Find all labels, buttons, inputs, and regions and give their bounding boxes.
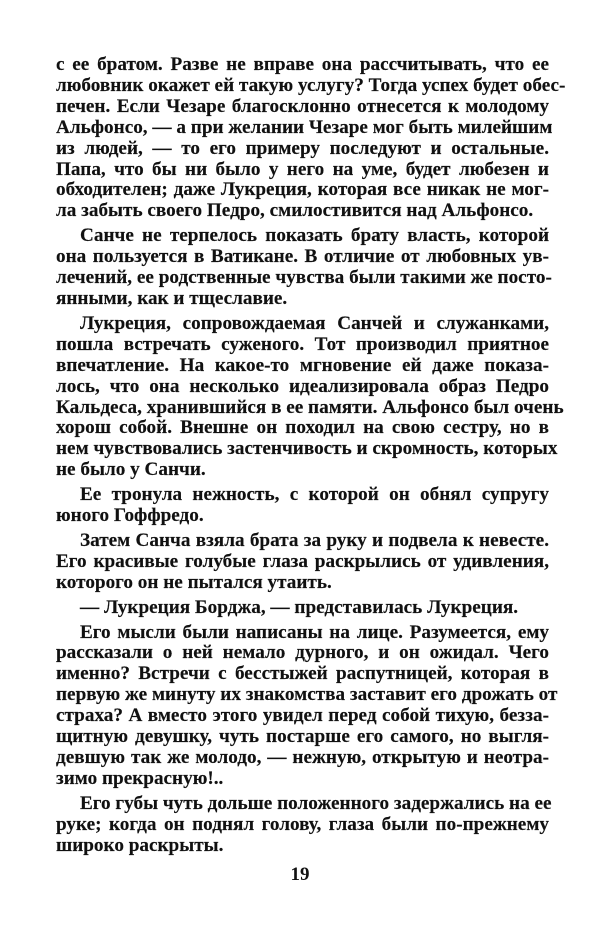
- text-line: Его губы чуть дольше положенного задержались на ее: [80, 792, 552, 814]
- text-line: лось, что она несколько идеализировала образ Педро: [56, 375, 549, 397]
- text-line: щитную девушку, чуть постарше его самого, но выгля-: [56, 726, 549, 748]
- page-number: 19: [290, 864, 310, 885]
- text-line: юного Гоффредо.: [56, 505, 204, 527]
- text-line: руке; когда он поднял голову, глаза были по-прежнему: [56, 813, 549, 835]
- paragraph: [56, 792, 552, 857]
- text-line: лечений, ее родственные чувства были такими же посто-: [56, 267, 552, 289]
- text-line: Санче не терпелось показать брату власть, которой: [80, 225, 549, 247]
- text-line: — Лукреция Борджа, — представилась Лукреция.: [80, 596, 519, 618]
- text-line: нем чувствовались застенчивость и скромность, которых: [56, 438, 558, 460]
- text-line: ла забыть своего Педро, смилостивится над Альфонсо.: [56, 200, 534, 222]
- text-line: страха? А вместо этого увидел перед собой тихую, безза-: [56, 705, 549, 727]
- paragraph: [56, 485, 549, 527]
- text-line: Ее тронула нежность, с которой он обнял супругу: [80, 484, 549, 506]
- paragraph: [56, 598, 549, 619]
- paragraph: [56, 312, 564, 481]
- text-line: именно? Встречи с бесстыжей распутницей, которая в: [56, 663, 549, 685]
- text-line: первую же минуту их знакомства заставит его дрожать от: [56, 684, 558, 706]
- text-line: Лукреция, сопровождаемая Санчей и служанками,: [80, 312, 549, 334]
- paragraph: [56, 225, 552, 310]
- text-line: из людей, — то его примеру последуют и остальные.: [56, 137, 549, 159]
- text-line: пошла встречать суженого. Тот производил приятное: [56, 333, 549, 355]
- text-line: Кальдеса, хранившийся в ее памяти. Альфонсо был очень: [56, 396, 564, 418]
- text-line: Папа, что бы ни было у него на уме, будет любезен и: [56, 158, 549, 180]
- text-line: которого он не пытался утаить.: [56, 571, 332, 593]
- paragraph: [56, 531, 549, 594]
- text-line: не было у Санчи.: [56, 459, 206, 481]
- text-line: впечатление. На какое-то мгновение ей даже показа-: [56, 354, 549, 376]
- text-line: с ее братом. Разве не вправе она рассчитывать, что ее: [56, 54, 549, 75]
- text-line: Затем Санча взяла брата за руку и подвела к невесте.: [80, 529, 549, 551]
- text-line: Его мысли были написаны на лице. Разумеется, ему: [80, 621, 549, 643]
- text-line: печен. Если Чезаре благосклонно отнесется к молодому: [56, 95, 549, 117]
- text-line: Альфонсо, — а при желании Чезаре мог быть милейшим: [56, 116, 553, 138]
- text-line: обходителен; даже Лукреция, которая все никак не мог-: [56, 179, 549, 201]
- text-line: она пользуется в Ватикане. В отличие от любовных ув-: [56, 246, 549, 268]
- text-line: любовник окажет ей такую услугу? Тогда успех будет обес-: [56, 74, 566, 96]
- text-line: хорош собой. Внешне он походил на свою сестру, но в: [56, 417, 549, 439]
- text-line: зимо прекрасную!..: [56, 767, 224, 789]
- paragraph: [56, 54, 566, 222]
- text-line: рассказали о ней немало дурного, и он ожидал. Чего: [56, 642, 549, 664]
- text-line: широко раскрыты.: [56, 834, 224, 856]
- text-line: янными, как и тщеславие.: [56, 287, 288, 309]
- text-line: Его красивые голубые глаза раскрылись от удивления,: [56, 550, 549, 572]
- page-body: [56, 54, 566, 861]
- text-line: девшую так же молодо, — нежную, открытую и неотра-: [56, 747, 549, 768]
- paragraph: [56, 621, 558, 790]
